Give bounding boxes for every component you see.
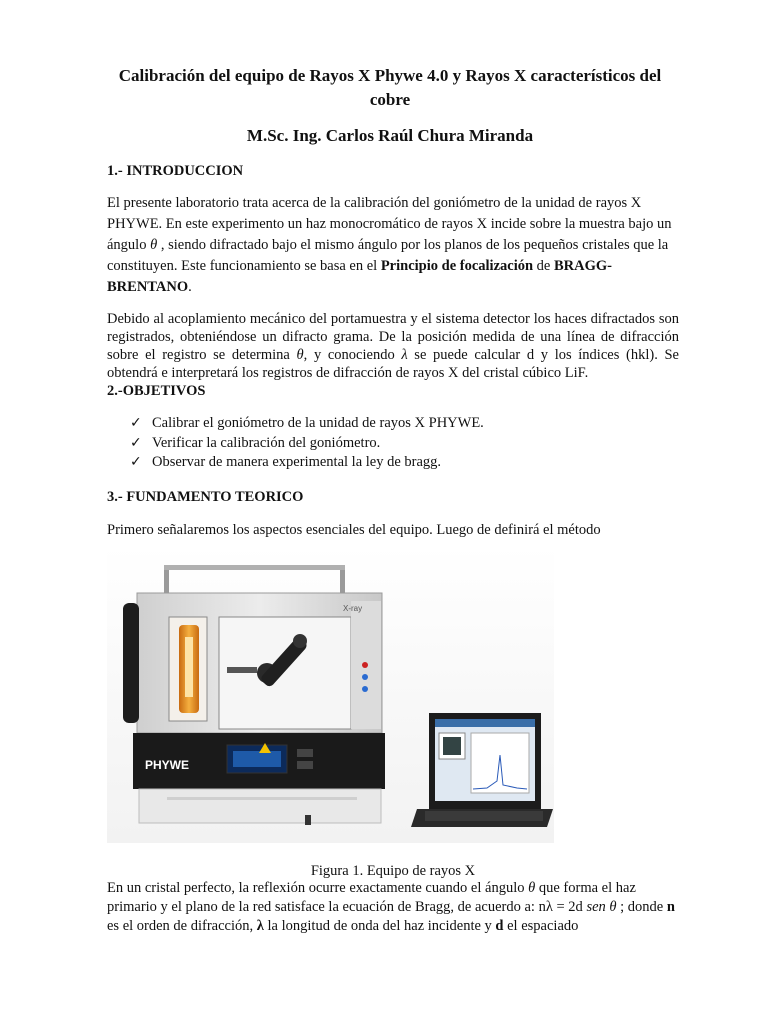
- section-heading-fundamento: 3.- FUNDAMENTO TEORICO: [107, 489, 304, 505]
- list-item: ✓ Calibrar el goniómetro de la unidad de rayos X PHYWE.: [130, 414, 484, 434]
- xray-equipment-image: [107, 545, 554, 843]
- checkmark-icon: ✓: [130, 415, 142, 431]
- xray-equipment-figure: [107, 545, 554, 843]
- list-item: ✓ Verificar la calibración del goniómetro.: [130, 434, 484, 454]
- theory-paragraph-1: Primero señalaremos los aspectos esenciales del equipo. Luego de definirá el método: [107, 522, 601, 538]
- checkmark-icon: ✓: [130, 454, 142, 470]
- objectives-list: [130, 414, 484, 473]
- section-heading-objetivos: 2.-OBJETIVOS: [107, 383, 206, 399]
- figure-caption: Figura 1. Equipo de rayos X: [310, 863, 476, 879]
- model-label: X-ray: [343, 604, 363, 613]
- document-title: Calibración del equipo de Rayos X Phywe 4.0 y Rayos X característicos del cobre: [118, 66, 662, 109]
- list-item: ✓ Observar de manera experimental la ley de bragg.: [130, 453, 484, 473]
- theory-paragraph-2: En un cristal perfecto, la reflexión ocurre exactamente cuando el ángulo θ que forma el haz primario y el plano de la red satisface la ecuación de Bragg, de acuerdo a: nλ = 2d sen θ ; donde n es el orden de difracción, λ la longitud de onda del haz incidente y d el espaciado: [107, 880, 675, 934]
- section-heading-introduccion: 1.- INTRODUCCION: [107, 163, 244, 179]
- brand-logo: PHYWE: [145, 758, 190, 772]
- author-name: M.Sc. Ing. Carlos Raúl Chura Miranda: [246, 126, 534, 145]
- checkmark-icon: ✓: [130, 434, 142, 451]
- intro-paragraph-1: El presente laboratorio trata acerca de la calibración del goniómetro de la unidad de rayos X PHYWE. En este experimento un haz monocromático de rayos X incide sobre la muestra bajo un ángulo θ , siendo difractado bajo el mismo ángulo por los planos de los pequeños cristales que la constituyen. Este funcionamiento se basa en el Principio de focalización de BRAGG-BRENTANO.: [107, 195, 672, 295]
- intro-paragraph-2: Debido al acoplamiento mecánico del portamuestra y el sistema detector los haces difractados son registrados, obteniéndose un difracto grama. De la posición medida de una línea de difracción sobre el registro se determina θ, y conociendo λ se puede calcular d y los índices (hkl). Se obtendrá e interpretará los registros de difracción de rayos X del cristal cúbico LiF.: [107, 311, 679, 381]
